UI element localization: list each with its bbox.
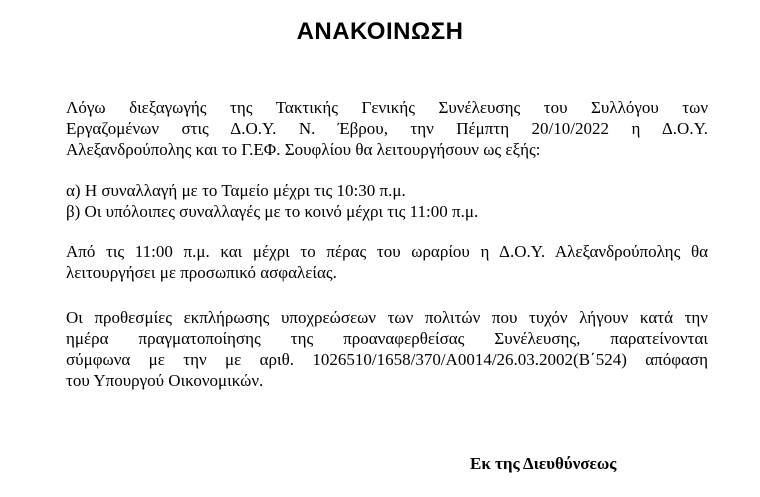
- signature-line: Εκ της Διευθύνσεως: [470, 454, 617, 473]
- deadlines-line-2: ημέρα πραγματοποίησης της προαναφερθείσας Συνέλευσης, παρατείνονται: [66, 329, 708, 348]
- intro-paragraph: [66, 97, 708, 160]
- deadlines-line-1: Οι προθεσμίες εκπλήρωσης υποχρεώσεων των πολιτών που τυχόν λήγουν κατά την: [66, 308, 708, 327]
- security-staff-paragraph: [66, 241, 708, 283]
- schedule-item-a: α) Η συναλλαγή με το Ταμείο μέχρι τις 10:30 π.μ.: [66, 181, 406, 200]
- security-line-2: λειτουργήσει με προσωπικό ασφαλείας.: [66, 263, 337, 282]
- intro-line-3: Αλεξανδρούπολης και το Γ.ΕΦ. Σουφλίου θα λειτουργήσουν ως εξής:: [66, 140, 541, 159]
- deadlines-line-4: του Υπουργού Οικονομικών.: [66, 371, 264, 390]
- document-title: ΑΝΑΚΟΙΝΩΣΗ: [296, 18, 464, 45]
- deadlines-paragraph: [66, 307, 708, 391]
- schedule-item-b: β) Οι υπόλοιπες συναλλαγές με το κοινό μέχρι τις 11:00 π.μ.: [66, 202, 479, 221]
- security-line-1: Από τις 11:00 π.μ. και μέχρι το πέρας του ωραρίου η Δ.Ο.Υ. Αλεξανδρούπολης θα: [66, 242, 708, 261]
- intro-line-2: Εργαζομένων στις Δ.Ο.Υ. Ν. Έβρου, την Πέμπτη 20/10/2022 η Δ.Ο.Υ.: [66, 119, 708, 138]
- deadlines-line-3: σύμφωνα με την με αριθ. 1026510/1658/370/Α0014/26.03.2002(Β΄524) απόφαση: [66, 350, 708, 369]
- schedule-list: [66, 180, 708, 222]
- intro-line-1: Λόγω διεξαγωγής της Τακτικής Γενικής Συνέλευσης του Συλλόγου των: [66, 98, 708, 117]
